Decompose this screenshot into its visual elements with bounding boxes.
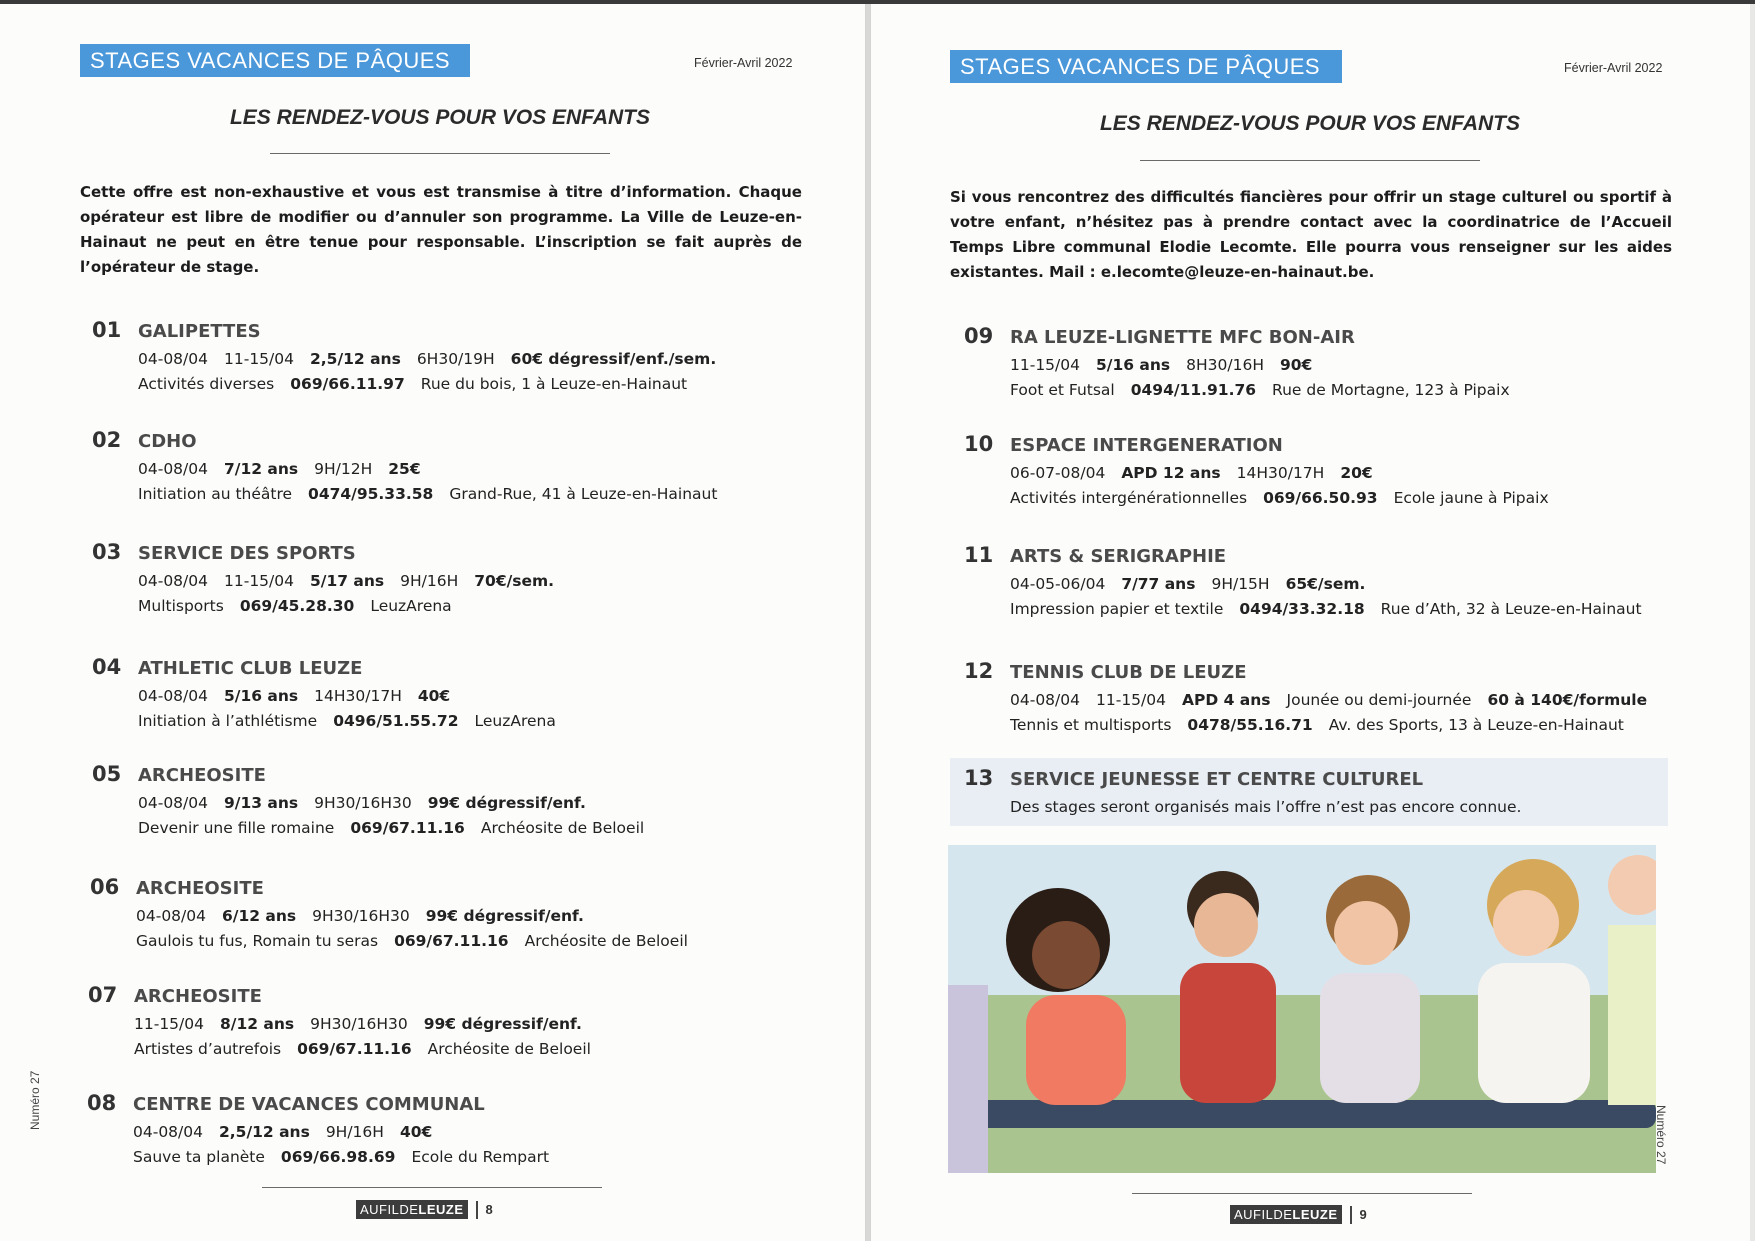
intro-paragraph: Cette offre est non-exhaustive et vous est transmise à titre d’information. Chaque opérateur est libre de modifier ou d’annuler son programme. La Ville de Leuze-en-Hainaut ne peut en être tenue pour responsable. L’inscription se fait auprès de l’opérateur de stage. (80, 183, 802, 276)
entry-price: 65€/sem. (1285, 575, 1366, 593)
entry-info (1010, 489, 1565, 507)
stage-entry-06 (90, 875, 810, 955)
entry-hours: 14H30/17H (1236, 464, 1325, 482)
entry-title: ARTS & SERIGRAPHIE (1010, 546, 1227, 567)
entry-price: 20€ (1340, 464, 1373, 482)
entry-activity: Initiation au théâtre (138, 485, 293, 503)
entry-age: 5/16 ans (224, 687, 299, 705)
issue-number-label: Numéro 27 (1654, 1105, 1668, 1165)
entry-location: Av. des Sports, 13 à Leuze-en-Hainaut (1328, 716, 1624, 734)
entry-location: Archéosite de Beloeil (480, 819, 645, 837)
entry-hours: 8H30/16H (1186, 356, 1264, 374)
entry-number: 11 (964, 543, 994, 567)
entry-activity: Gaulois tu fus, Romain tu seras (136, 932, 379, 950)
entry-price: 90€ (1279, 356, 1313, 374)
entry-location: Grand-Rue, 41 à Leuze-en-Hainaut (449, 485, 718, 503)
entry-title: TENNIS CLUB DE LEUZE (1010, 662, 1247, 683)
entry-info (138, 485, 733, 503)
entry-phone: 0474/95.33.58 (308, 485, 434, 503)
children-illustration (948, 845, 1656, 1173)
issue-number-label: Numéro 27 (28, 1070, 42, 1130)
entry-number: 08 (87, 1091, 117, 1115)
stage-entry-04 (92, 655, 812, 735)
entry-info (138, 597, 468, 615)
entry-phone: 0478/55.16.71 (1187, 716, 1313, 734)
entry-location: Ecole du Rempart (411, 1148, 550, 1166)
entry-activity: Initiation à l’athlétisme (138, 712, 318, 730)
child-face (1032, 921, 1100, 989)
entry-location: LeuzArena (474, 712, 556, 730)
entry-details (134, 1015, 598, 1033)
entry-number: 12 (964, 659, 994, 683)
stage-entry-07 (88, 983, 808, 1063)
magazine-logo: AUFILDELEUZE (1230, 1205, 1342, 1224)
entry-details (1010, 575, 1381, 593)
stage-entry-13 (950, 758, 1668, 826)
entry-price: 99€ dégressif/enf. (425, 907, 584, 925)
child-shirt (1320, 973, 1420, 1103)
entry-location: Archéosite de Beloeil (524, 932, 688, 950)
entry-location: Rue du bois, 1 à Leuze-en-Hainaut (420, 375, 688, 393)
entry-hours: 9H/16H (325, 1123, 384, 1141)
entry-number: 09 (964, 324, 994, 348)
stage-entry-05 (92, 762, 812, 842)
section-tag: STAGES VACANCES DE PÂQUES (950, 50, 1342, 83)
entry-price: 99€ dégressif/enf. (423, 1015, 582, 1033)
entry-dates: 04-08/04 (138, 794, 208, 812)
entry-info (1010, 381, 1526, 399)
entry-phone: 069/66.98.69 (280, 1148, 396, 1166)
footer-separator (476, 1201, 478, 1219)
entry-details (133, 1123, 448, 1141)
magazine-logo: AUFILDELEUZE (356, 1200, 468, 1219)
entry-number: 02 (92, 428, 122, 452)
child-shirt (1608, 925, 1656, 1105)
entry-details (138, 687, 466, 705)
page-number: 9 (1359, 1207, 1367, 1222)
entry-activity: Impression papier et textile (1010, 600, 1224, 618)
entry-title: CDHO (138, 431, 197, 452)
entry-activity: Tennis et multisports (1010, 716, 1172, 734)
entry-details (1010, 356, 1328, 374)
entry-activity: Activités diverses (138, 375, 275, 393)
entry-info (138, 375, 703, 393)
entry-phone: 0494/11.91.76 (1130, 381, 1257, 399)
entry-dates: 04-08/04 (138, 572, 208, 590)
issue-date: Février-Avril 2022 (1564, 61, 1663, 75)
entry-info (133, 1148, 565, 1166)
stage-entry-01 (92, 318, 812, 398)
entry-title: SERVICE JEUNESSE ET CENTRE CULTUREL (1010, 769, 1424, 790)
page-number: 8 (485, 1202, 493, 1217)
entry-dates: 11-15/04 (1096, 691, 1166, 709)
entry-price: 60 à 140€/formule (1487, 691, 1648, 709)
entry-activity: Sauve ta planète (133, 1148, 265, 1166)
entry-hours: Jounée ou demi-journée (1286, 691, 1472, 709)
entry-dates: 04-08/04 (138, 687, 208, 705)
entry-location: Rue d’Ath, 32 à Leuze-en-Hainaut (1380, 600, 1642, 618)
entry-title: RA LEUZE-LIGNETTE MFC BON-AIR (1010, 327, 1355, 348)
footer-rule (262, 1187, 602, 1188)
entry-hours: 6H30/19H (416, 350, 495, 368)
entry-age: APD 4 ans (1182, 691, 1271, 709)
entry-age: 7/77 ans (1121, 575, 1196, 593)
entry-location: Rue de Mortagne, 123 à Pipaix (1272, 381, 1510, 399)
entry-details (136, 907, 600, 925)
stage-entry-12 (964, 659, 1694, 739)
entry-title: ARCHEOSITE (138, 765, 266, 786)
entry-hours: 9H/15H (1211, 575, 1270, 593)
page-footer (1230, 1205, 1367, 1224)
entry-price: 70€/sem. (474, 572, 555, 590)
entry-phone: 069/66.11.97 (290, 375, 405, 393)
entry-hours: 9H/12H (314, 460, 373, 478)
entry-title: CENTRE DE VACANCES COMMUNAL (133, 1094, 485, 1115)
entry-note: Des stages seront organisés mais l’offre n’est pas encore connue. (1010, 798, 1522, 816)
entry-info (1010, 600, 1658, 618)
entry-number: 04 (92, 655, 122, 679)
entry-location: Archéosite de Beloeil (427, 1040, 591, 1058)
entry-price: 40€ (399, 1123, 433, 1141)
entry-info (138, 712, 572, 730)
entry-title: ATHLETIC CLUB LEUZE (138, 658, 363, 679)
headline-rule (1140, 160, 1480, 161)
entry-hours: 9H30/16H30 (314, 794, 412, 812)
child-shirt (1026, 995, 1126, 1105)
entry-info (138, 819, 660, 837)
entry-location: LeuzArena (370, 597, 452, 615)
entry-number: 01 (92, 318, 122, 342)
entry-age: 6/12 ans (222, 907, 297, 925)
entry-phone: 0494/33.32.18 (1239, 600, 1365, 618)
entry-activity: Devenir une fille romaine (138, 819, 335, 837)
entry-phone: 069/45.28.30 (239, 597, 355, 615)
entry-phone: 0496/51.55.72 (333, 712, 459, 730)
entry-title: ARCHEOSITE (134, 986, 262, 1007)
footer-rule (1132, 1193, 1472, 1194)
entry-phone: 069/67.11.16 (350, 819, 465, 837)
page-headline: LES RENDEZ-VOUS POUR VOS ENFANTS (229, 106, 651, 129)
entry-info (1010, 716, 1640, 734)
entry-details (138, 572, 570, 590)
entry-activity: Artistes d’autrefois (134, 1040, 282, 1058)
entry-dates: 04-08/04 (138, 350, 208, 368)
entry-age: 7/12 ans (224, 460, 299, 478)
entry-activity: Foot et Futsal (1010, 381, 1115, 399)
entry-info (136, 932, 704, 950)
child-shirt (1180, 963, 1276, 1103)
entry-hours: 14H30/17H (314, 687, 402, 705)
entry-age: 2,5/12 ans (310, 350, 401, 368)
entry-number: 13 (964, 766, 994, 790)
entry-hours: 9H/16H (400, 572, 459, 590)
entry-activity: Activités intergénérationnelles (1010, 489, 1248, 507)
stage-entry-11 (964, 543, 1684, 623)
entry-dates: 11-15/04 (1010, 356, 1080, 374)
entry-title: GALIPETTES (138, 321, 261, 342)
stage-entry-02 (92, 428, 812, 508)
child-face (1493, 890, 1559, 956)
entry-details (138, 460, 437, 478)
stage-entry-03 (92, 540, 812, 620)
child-partial (948, 985, 988, 1173)
entry-location: Ecole jaune à Pipaix (1393, 489, 1549, 507)
entry-hours: 9H30/16H30 (312, 907, 410, 925)
entry-title: SERVICE DES SPORTS (138, 543, 356, 564)
entry-price: 25€ (388, 460, 421, 478)
issue-date: Février-Avril 2022 (694, 56, 793, 70)
intro-paragraph: Si vous rencontrez des difficultés fiancières pour offrir un stage culturel ou sportif à votre enfant, n’hésitez pas à prendre contact avec la coordinatrice de l’Accueil Temps Libre communal Elodie Lecomte. Elle pourra vous renseigner sur les aides existantes. Mail : e.lecomte@leuze-en-hainaut.be. (950, 188, 1672, 281)
entry-title: ARCHEOSITE (136, 878, 264, 899)
child-face (1334, 901, 1398, 965)
entry-dates: 11-15/04 (224, 350, 294, 368)
entry-price: 40€ (417, 687, 451, 705)
entry-details (1010, 691, 1663, 709)
headline-rule (270, 153, 610, 154)
entry-age: 5/16 ans (1096, 356, 1171, 374)
entry-phone: 069/66.50.93 (1263, 489, 1378, 507)
entry-age: 2,5/12 ans (219, 1123, 310, 1141)
footer-separator (1350, 1206, 1352, 1224)
page-footer (356, 1200, 493, 1219)
entry-dates: 04-08/04 (136, 907, 206, 925)
entry-activity: Multisports (138, 597, 224, 615)
children-photo (948, 845, 1656, 1173)
entry-details (138, 794, 602, 812)
stage-entry-10 (964, 432, 1684, 512)
section-tag: STAGES VACANCES DE PÂQUES (80, 44, 470, 77)
entry-age: 8/12 ans (220, 1015, 295, 1033)
entry-title: ESPACE INTERGENERATION (1010, 435, 1283, 456)
entry-phone: 069/67.11.16 (394, 932, 509, 950)
entry-number: 10 (964, 432, 994, 456)
entry-price: 99€ dégressif/enf. (427, 794, 586, 812)
entry-dates: 06-07-08/04 (1010, 464, 1106, 482)
entry-price: 60€ dégressif/enf./sem. (510, 350, 717, 368)
entry-number: 07 (88, 983, 118, 1007)
child-shirt (1478, 963, 1590, 1103)
entry-details (138, 350, 732, 368)
child-face (1194, 893, 1258, 957)
page-headline: LES RENDEZ-VOUS POUR VOS ENFANTS (1099, 112, 1521, 135)
entry-age: 9/13 ans (224, 794, 299, 812)
entry-age: 5/17 ans (310, 572, 385, 590)
entry-details (1010, 464, 1389, 482)
entry-number: 05 (92, 762, 122, 786)
entry-dates: 04-08/04 (133, 1123, 203, 1141)
entry-hours: 9H30/16H30 (310, 1015, 408, 1033)
entry-dates: 04-08/04 (138, 460, 208, 478)
entry-phone: 069/67.11.16 (297, 1040, 412, 1058)
entry-dates: 04-08/04 (1010, 691, 1080, 709)
stage-entry-09 (964, 324, 1684, 404)
entry-dates: 04-05-06/04 (1010, 575, 1106, 593)
entry-number: 06 (90, 875, 120, 899)
entry-number: 03 (92, 540, 122, 564)
stage-entry-08 (87, 1091, 807, 1171)
entry-info (134, 1040, 607, 1058)
entry-age: APD 12 ans (1121, 464, 1221, 482)
entry-dates: 11-15/04 (134, 1015, 204, 1033)
entry-dates: 11-15/04 (224, 572, 294, 590)
